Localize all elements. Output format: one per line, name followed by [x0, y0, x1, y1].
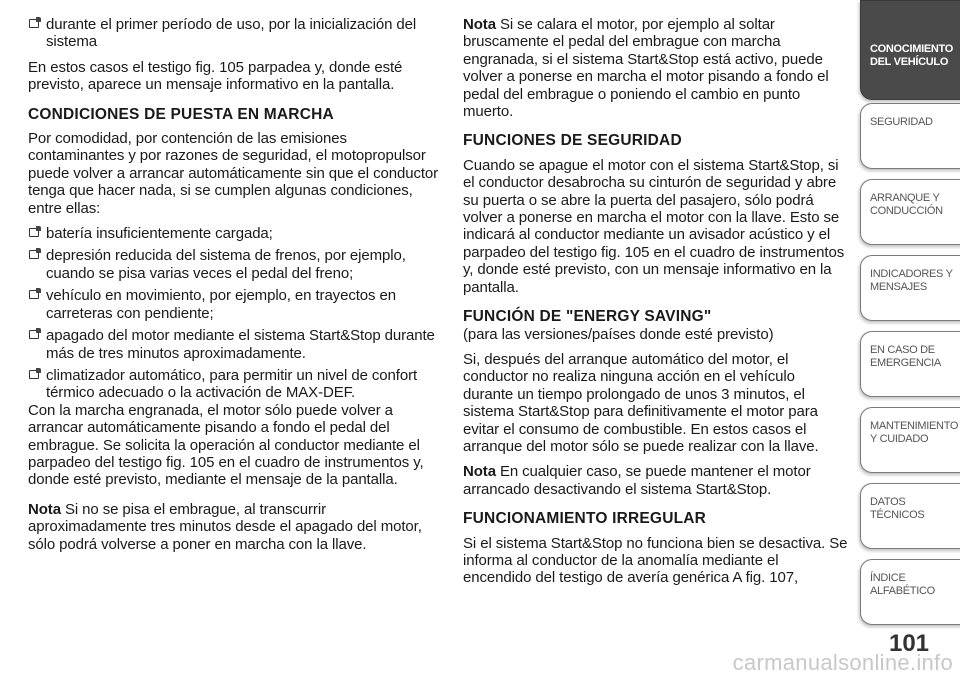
- note-label: Nota: [463, 16, 496, 33]
- paragraph: Con la marcha engranada, el motor sólo puede volver a arrancar automáticamente pisando a fondo el pedal del embrague. Se solicita la operación al conductor mediante el parpadeo del testigo fig. 105 en el cuadro de instrumentos y, donde esté previsto, mediante el mensaje de la pantalla.: [28, 401, 424, 489]
- note-text: Si se calara el motor, por ejemplo al soltar bruscamente el pedal del embrague con marcha engranada, si el sistema Start&Stop está activo, puede volver a ponerse en marcha el motor pisando a fondo el pedal del embrague o poniendo el cambio en punto muerto.: [463, 16, 829, 121]
- note-paragraph: [463, 16, 848, 120]
- section-heading: CONDICIONES DE PUESTA EN MARCHA: [28, 105, 334, 123]
- tab-mantenimiento-y-cuidado[interactable]: MANTENIMIENTO Y CUIDADO: [860, 407, 960, 473]
- section-heading: FUNCIONAMIENTO IRREGULAR: [463, 510, 707, 528]
- conditions-bullet-list: [28, 225, 440, 402]
- checkbox-bullet-icon: [29, 290, 39, 299]
- tab-indicadores-y-mensajes[interactable]: INDICADORES Y MENSAJES: [860, 255, 960, 321]
- tab-arranque-y-conduccion[interactable]: ARRANQUE Y CONDUCCIÓN: [860, 179, 960, 245]
- checkbox-bullet-icon: [29, 228, 39, 237]
- section-subheading: (para las versiones/países donde esté previsto): [463, 325, 774, 343]
- checkbox-bullet-icon: [29, 250, 39, 259]
- intro-bullet-list: [28, 16, 440, 51]
- note-text: Si no se pisa el embrague, al transcurrir aproximadamente tres minutos desde el apagado del motor, sólo podrá volverse a poner en marcha con la llave.: [28, 500, 422, 553]
- note-label: Nota: [28, 500, 61, 518]
- list-item: apagado del motor mediante el sistema Start&Stop durante más de tres minutos aproximadamente.: [28, 327, 440, 362]
- list-item: durante el primer período de uso, por la inicialización del sistema: [28, 16, 440, 51]
- tab-datos-tecnicos[interactable]: DATOS TÉCNICOS: [860, 483, 960, 549]
- right-column: [463, 16, 848, 595]
- list-item: batería insuficientemente cargada;: [28, 225, 440, 242]
- list-item: depresión reducida del sistema de frenos, por ejemplo, cuando se pisa varias veces el pedal del freno;: [28, 247, 440, 282]
- checkbox-bullet-icon: [29, 330, 39, 339]
- checkbox-bullet-icon: [29, 370, 39, 379]
- section-heading: FUNCIÓN DE "ENERGY SAVING": [463, 308, 712, 326]
- tab-conocimiento-del-vehiculo[interactable]: CONOCIMIENTO DEL VEHÍCULO: [860, 0, 960, 100]
- left-column: [28, 16, 440, 561]
- watermark: carmanualsonline.info: [732, 650, 953, 675]
- list-item: climatizador automático, para permitir un nivel de confort térmico adecuado o la activación de MAX-DEF.: [28, 367, 440, 402]
- chapter-sidebar: [858, 0, 960, 678]
- note-paragraph: [463, 463, 848, 498]
- note-label: Nota: [463, 463, 496, 481]
- paragraph: Por comodidad, por contención de las emisiones contaminantes y por razones de seguridad, el motopropulsor puede volver a arrancar automáticamente sin que el conductor tenga que hacer nada, si se cumplen algunas condiciones, entre ellas:: [28, 130, 439, 217]
- checkbox-bullet-icon: [29, 19, 39, 28]
- paragraph: Si, después del arranque automático del motor, el conductor no realiza ninguna acción en el vehículo durante un tiempo prolongado de unos 3 minutos, el sistema Start&Stop para definitivamente el motor para evitar el consumo de combustible. En estos casos el arranque del motor sólo se puede realizar con la llave.: [463, 350, 819, 455]
- tab-en-caso-de-emergencia[interactable]: EN CASO DE EMERGENCIA: [860, 331, 960, 397]
- paragraph: Si el sistema Start&Stop no funciona bien se desactiva. Se informa al conductor de la anomalía mediante el encendido del testigo de avería genérica A fig. 107,: [463, 534, 848, 587]
- paragraph: Cuando se apague el motor con el sistema Start&Stop, si el conductor desabrocha su cinturón de seguridad y abre su puerta o se abre la puerta del pasajero, sólo podrá volver a ponerse en marcha el motor con la llave. Esto se indicará al conductor mediante un avisador acústico y el parpadeo del testigo fig. 105 en el cuadro de instrumentos y, donde esté previsto, con un mensaje informativo en la pantalla.: [463, 156, 845, 296]
- intro-paragraph: En estos casos el testigo fig. 105 parpadea y, donde esté previsto, aparece un mensaje informativo en la pantalla.: [28, 58, 403, 94]
- tab-seguridad[interactable]: SEGURIDAD: [860, 103, 960, 169]
- page-number: 101: [888, 630, 930, 657]
- list-item: vehículo en movimiento, por ejemplo, en trayectos en carreteras con pendiente;: [28, 287, 440, 322]
- note-text: En cualquier caso, se puede mantener el motor arrancado desactivando el sistema Start&Stop.: [463, 463, 811, 498]
- section-heading: FUNCIONES DE SEGURIDAD: [463, 132, 682, 150]
- tab-indice-alfabetico[interactable]: ÍNDICE ALFABÉTICO: [860, 559, 960, 625]
- note-paragraph: [28, 501, 440, 553]
